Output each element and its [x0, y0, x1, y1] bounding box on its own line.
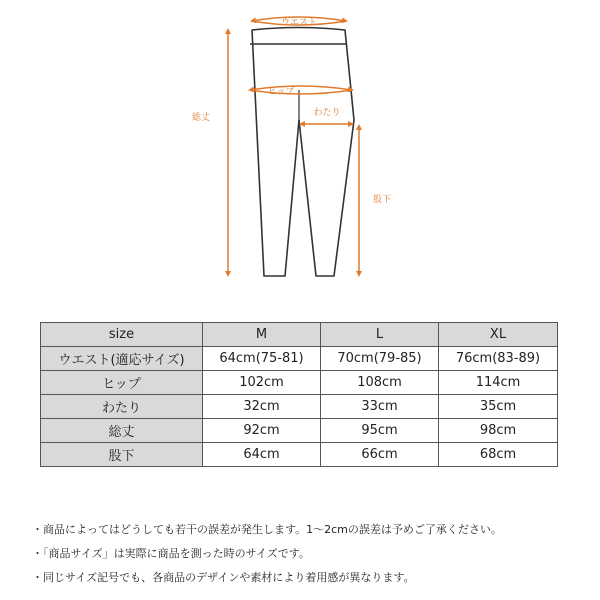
length-label: 総丈 — [191, 113, 211, 123]
thigh-dimension — [301, 107, 352, 124]
table-cell: 76cm(83-89) — [439, 347, 558, 371]
table-row — [41, 347, 558, 371]
table-row — [41, 395, 558, 419]
size-table — [40, 322, 558, 467]
row-label: わたり — [41, 395, 203, 419]
row-label: ヒップ — [41, 371, 203, 395]
table-cell: 70cm(79-85) — [321, 347, 439, 371]
waist-dimension — [252, 17, 346, 28]
table-cell: 64cm(75-81) — [203, 347, 321, 371]
thigh-label: わたり — [313, 108, 341, 118]
row-label: ウエスト(適応サイズ) — [41, 347, 203, 371]
header-cell-m: M — [203, 323, 321, 347]
waist-label: ウエスト — [280, 18, 318, 28]
table-header-row — [41, 323, 558, 347]
note-item: ・「商品サイズ」は実際に商品を測った時のサイズです。 — [32, 547, 310, 560]
note-item: ・商品によってはどうしても若干の誤差が発生します。1〜2cmの誤差は予めご了承ください。 — [32, 523, 502, 536]
row-label: 総丈 — [41, 419, 203, 443]
table-cell: 33cm — [321, 395, 439, 419]
table-cell: 92cm — [203, 419, 321, 443]
table-cell: 114cm — [439, 371, 558, 395]
table-row — [41, 443, 558, 467]
table-cell: 32cm — [203, 395, 321, 419]
hip-dimension — [250, 86, 352, 97]
header-cell-l: L — [321, 323, 439, 347]
inseam-label: 股下 — [372, 195, 392, 205]
pants-outline — [250, 28, 354, 277]
table-row — [41, 419, 558, 443]
header-cell-xl: XL — [439, 323, 558, 347]
table-cell: 108cm — [321, 371, 439, 395]
inseam-dimension — [359, 126, 391, 275]
table-cell: 66cm — [321, 443, 439, 467]
table-cell: 35cm — [439, 395, 558, 419]
table-row — [41, 371, 558, 395]
table-cell: 98cm — [439, 419, 558, 443]
header-cell-size: size — [41, 323, 203, 347]
note-item: ・同じサイズ記号でも、各商品のデザインや素材により着用感が異なります。 — [32, 571, 415, 584]
size-notes — [32, 518, 582, 590]
table-cell: 64cm — [203, 443, 321, 467]
length-dimension — [192, 30, 228, 275]
table-cell: 68cm — [439, 443, 558, 467]
hip-label: ヒップ — [267, 87, 295, 97]
table-cell: 95cm — [321, 419, 439, 443]
table-cell: 102cm — [203, 371, 321, 395]
row-label: 股下 — [41, 443, 203, 467]
